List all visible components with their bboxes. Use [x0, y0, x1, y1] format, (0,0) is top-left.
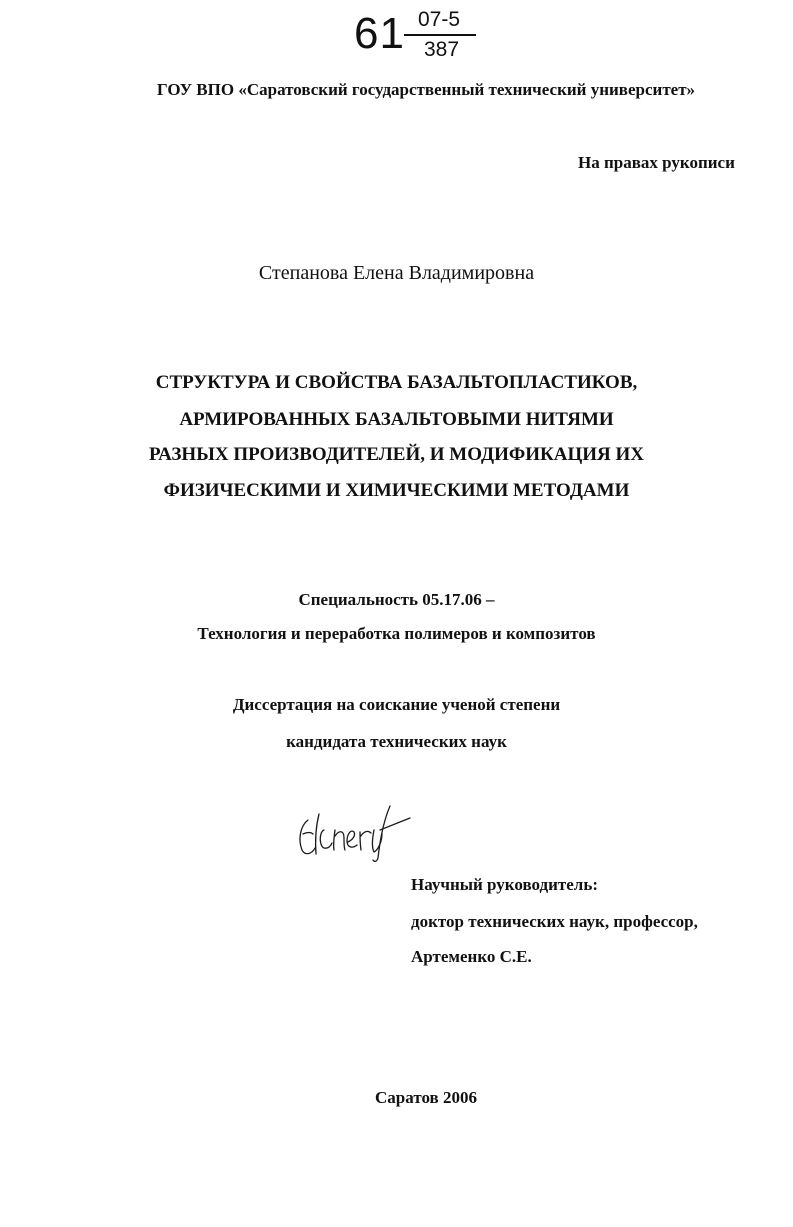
- manuscript-rights: На правах рукописи: [578, 153, 735, 172]
- title-line-1: СТРУКТУРА И СВОЙСТВА БАЗАЛЬТОПЛАСТИКОВ,: [155, 372, 638, 393]
- supervisor-name: Артеменко С.Е.: [411, 947, 532, 966]
- supervisor-degree: доктор технических наук, профессор,: [411, 912, 698, 931]
- title-line-4: ФИЗИЧЕСКИМИ И ХИМИЧЕСКИМИ МЕТОДАМИ: [163, 480, 630, 501]
- city-year: Саратов 2006: [375, 1088, 477, 1107]
- supervisor-label: Научный руководитель:: [411, 875, 598, 894]
- stamp-number-bottom: 387: [424, 38, 460, 61]
- title-line-2: АРМИРОВАННЫХ БАЗАЛЬТОВЫМИ НИТЯМИ: [179, 409, 614, 430]
- institution-name: ГОУ ВПО «Саратовский государственный технический университет»: [156, 80, 696, 99]
- specialty-name: Технология и переработка полимеров и композитов: [197, 624, 596, 643]
- dissertation-line-2: кандидата технических наук: [286, 732, 507, 751]
- title-line-3: РАЗНЫХ ПРОИЗВОДИТЕЛЕЙ, И МОДИФИКАЦИЯ ИХ: [148, 444, 645, 465]
- stamp-number-main: 61: [354, 9, 405, 58]
- stamp-fraction-rule: [404, 34, 476, 36]
- stamp-number-top: 07-5: [418, 8, 461, 31]
- handwritten-signature: [294, 800, 419, 866]
- specialty-code: Специальность 05.17.06 –: [298, 590, 495, 609]
- dissertation-line-1: Диссертация на соискание ученой степени: [232, 695, 561, 714]
- author-name: Степанова Елена Владимировна: [258, 262, 535, 284]
